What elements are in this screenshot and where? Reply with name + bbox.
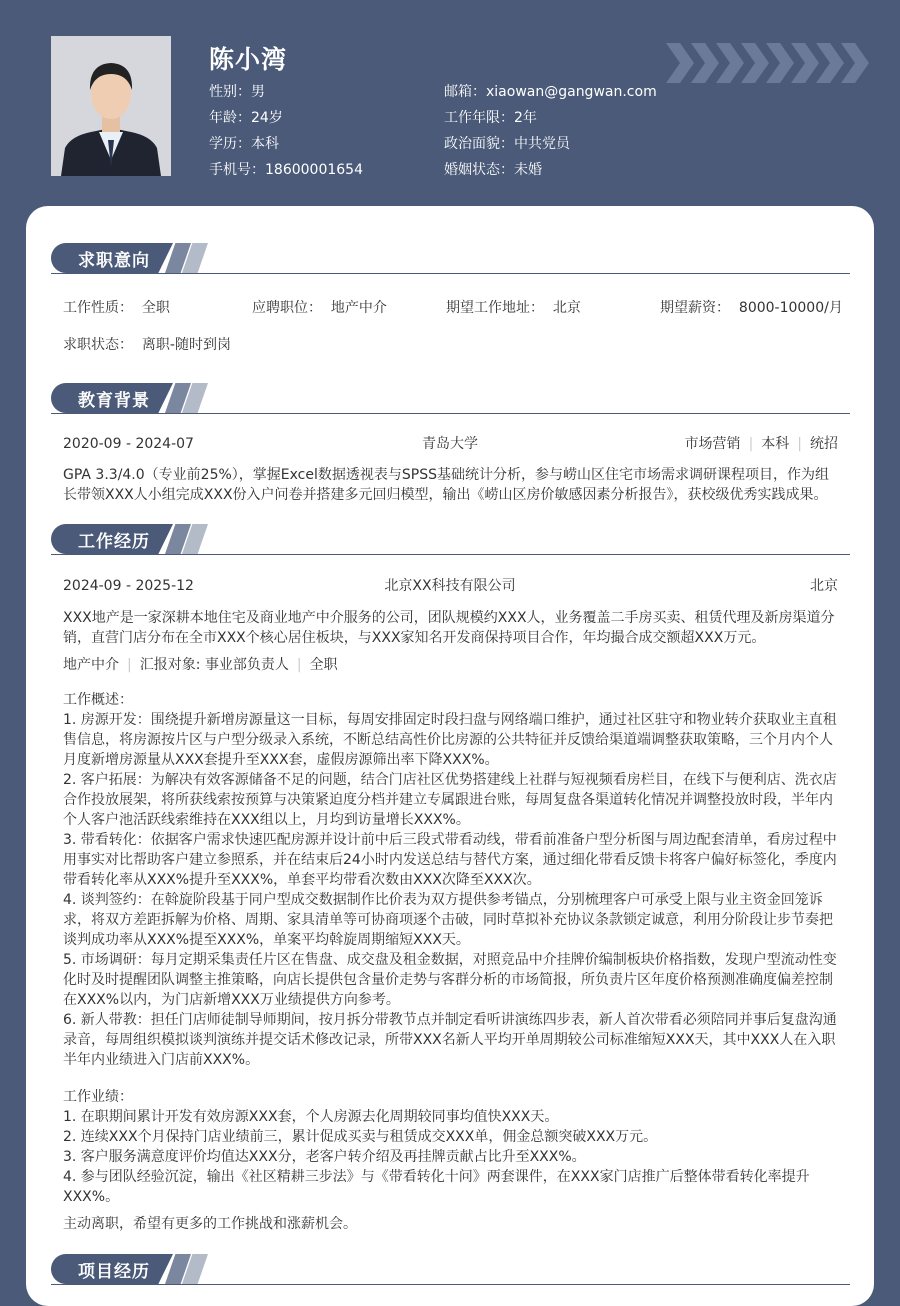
achieve-item: 4. 参与团队经验沉淀，输出《社区精耕三步法》与《带看转化十问》两套课件，在XXX家门店推广后整体带看转化率提升XXX%。 bbox=[63, 1169, 810, 1205]
info-work-years: 工作年限：2年 bbox=[444, 110, 537, 126]
edu-description: GPA 3.3/4.0（专业前25%），掌握Excel数据透视表与SPSS基础统计分析，参与崂山区住宅市场需求调研课程项目，作为组长带领XXX人小组完成XXX份入户问卷并搭建多元回归模型，输出《崂山区房价敏感因素分析报告》，获校级优秀实践成果。 bbox=[63, 467, 829, 503]
intent-location: 期望工作地址： 北京 bbox=[446, 300, 581, 316]
overview-item: 4. 谈判签约：在斡旋阶段基于同户型成交数据制作比价表为双方提供参考锚点，分别梳理客户可承受上限与业主资金回笼诉求，将双方差距拆解为价格、周期、家具清单等可协商项逐个击破，同时草拟补充协议条款锁定诚意，利用分阶段让步节奏把谈判成功率从XXX%提至XXX%，单案平均斡旋周期缩短XXX天。 bbox=[63, 892, 833, 948]
info-email: 邮箱：xiaowan@gangwan.com bbox=[444, 84, 657, 100]
section-title: 教育背景 bbox=[78, 391, 150, 411]
intent-status: 求职状态： 离职-随时到岗 bbox=[63, 337, 231, 353]
work-company: 北京XX科技有限公司 bbox=[384, 578, 516, 594]
basic-info-left bbox=[209, 82, 363, 186]
overview-item: 6. 新人带教：担任门店师徒制导师期间，按月拆分带教节点并制定看听讲演练四步表，新人首次带看必须陪同并事后复盘沟通录音，每周组织模拟谈判演练并提交话术修改记录，所带XXX名新人平均开单周期较公司标准缩短XXX天，其中XXX人在入职半年内业绩进入门店前XXX%。 bbox=[63, 1012, 837, 1068]
chevron-decor-icon bbox=[666, 43, 876, 87]
section-title: 求职意向 bbox=[78, 251, 150, 271]
info-marital: 婚姻状态：未婚 bbox=[444, 162, 542, 178]
info-phone: 手机号：18600001654 bbox=[209, 162, 363, 178]
overview-title: 工作概述： bbox=[63, 692, 133, 708]
profile-photo bbox=[51, 36, 171, 176]
overview-item: 2. 客户拓展：为解决有效客源储备不足的问题，结合门店社区优势搭建线上社群与短视频看房栏目，在线下与便利店、洗衣店合作投放展架，将所获线索按预算与决策紧迫度分档并建立专属跟进台账，每周复盘各渠道转化情况并调整投放时段，半年内个人客户池活跃线索维持在XXX组以上，月均到访量增长XXX%。 bbox=[63, 772, 837, 828]
work-achievements bbox=[63, 1087, 838, 1207]
achieve-item: 2. 连续XXX个月保持门店业绩前三，累计促成买卖与租赁成交XXX单，佣金总额突破XXX万元。 bbox=[63, 1129, 658, 1145]
info-gender: 性别：男 bbox=[209, 84, 265, 100]
info-education: 学历：本科 bbox=[209, 136, 279, 152]
work-leave-reason: 主动离职，希望有更多的工作挑战和涨薪机会。 bbox=[63, 1216, 357, 1232]
section-title: 工作经历 bbox=[78, 532, 150, 552]
edu-period: 2020-09 - 2024-07 bbox=[63, 436, 194, 452]
section-header-project bbox=[51, 1254, 850, 1286]
achieve-item: 1. 在职期间累计开发有效房源XXX套，个人房源去化周期较同事均值快XXX天。 bbox=[63, 1109, 559, 1125]
overview-item: 5. 市场调研：每月定期采集责任片区在售盘、成交盘及租金数据，对照竞品中介挂牌价编制板块价格指数，发现户型流动性变化时及时提醒团队调整主推策略，向店长提供包含量价走势与客群分析的市场简报，所负责片区年度价格预测准确度偏差控制在XXX%以内，为门店新增XXX万业绩提供方向参考。 bbox=[63, 952, 837, 1008]
info-age: 年龄：24岁 bbox=[209, 110, 283, 126]
edu-major-line: 市场营销 | 本科 | 统招 bbox=[684, 436, 838, 452]
intent-position: 应聘职位： 地产中介 bbox=[252, 300, 387, 316]
work-period: 2024-09 - 2025-12 bbox=[63, 578, 194, 594]
achieve-item: 3. 客户服务满意度评价均值达XXX分，老客户转介绍及再挂牌贡献占比升至XXX%。 bbox=[63, 1149, 586, 1165]
work-city: 北京 bbox=[810, 578, 838, 594]
work-overview bbox=[63, 690, 838, 1070]
section-header-education bbox=[51, 383, 850, 415]
resume-body bbox=[26, 206, 874, 1306]
info-political: 政治面貌：中共党员 bbox=[444, 136, 570, 152]
section-header-work bbox=[51, 524, 850, 556]
section-title: 项目经历 bbox=[78, 1262, 150, 1282]
overview-item: 3. 带看转化：依据客户需求快速匹配房源并设计前中后三段式带看动线，带看前准备户型分析图与周边配套清单，看房过程中用事实对比帮助客户建立参照系，并在结束后24小时内发送总结与替代方案，通过细化带看反馈卡将客户偏好标签化，季度内带看转化率从XXX%提升至XXX%，单套平均带看次数由XXX次降至XXX次。 bbox=[63, 832, 837, 888]
section-header-intent bbox=[51, 243, 850, 275]
work-company-intro: XXX地产是一家深耕本地住宅及商业地产中介服务的公司，团队规模约XXX人，业务覆盖二手房买卖、租赁代理及新房渠道分销，直营门店分布在全市XXX个核心居住板块，与XXX家知名开发商保持项目合作，年均撮合成交额超XXX万元。 bbox=[63, 610, 835, 646]
intent-salary: 期望薪资： 8000-10000/月 bbox=[660, 300, 843, 316]
edu-school: 青岛大学 bbox=[422, 436, 478, 452]
basic-info-right bbox=[444, 82, 657, 186]
overview-item: 1. 房源开发：围绕提升新增房源量这一目标，每周安排固定时段扫盘与网络端口维护，通过社区驻守和物业转介获取业主直租售信息，将房源按片区与户型分级录入系统，不断总结高性价比房源的公共特征并反馈给渠道端调整获取策略，三个月内个人月度新增房源量从XXX套提升至XXX套，虚假房源筛出率下降XXX%。 bbox=[63, 712, 837, 768]
work-tags: 地产中介 | 汇报对象: 事业部负责人 | 全职 bbox=[63, 657, 338, 673]
achieve-title: 工作业绩： bbox=[63, 1089, 133, 1105]
intent-job-type: 工作性质： 全职 bbox=[63, 300, 170, 316]
candidate-name: 陈小湾 bbox=[209, 45, 288, 74]
